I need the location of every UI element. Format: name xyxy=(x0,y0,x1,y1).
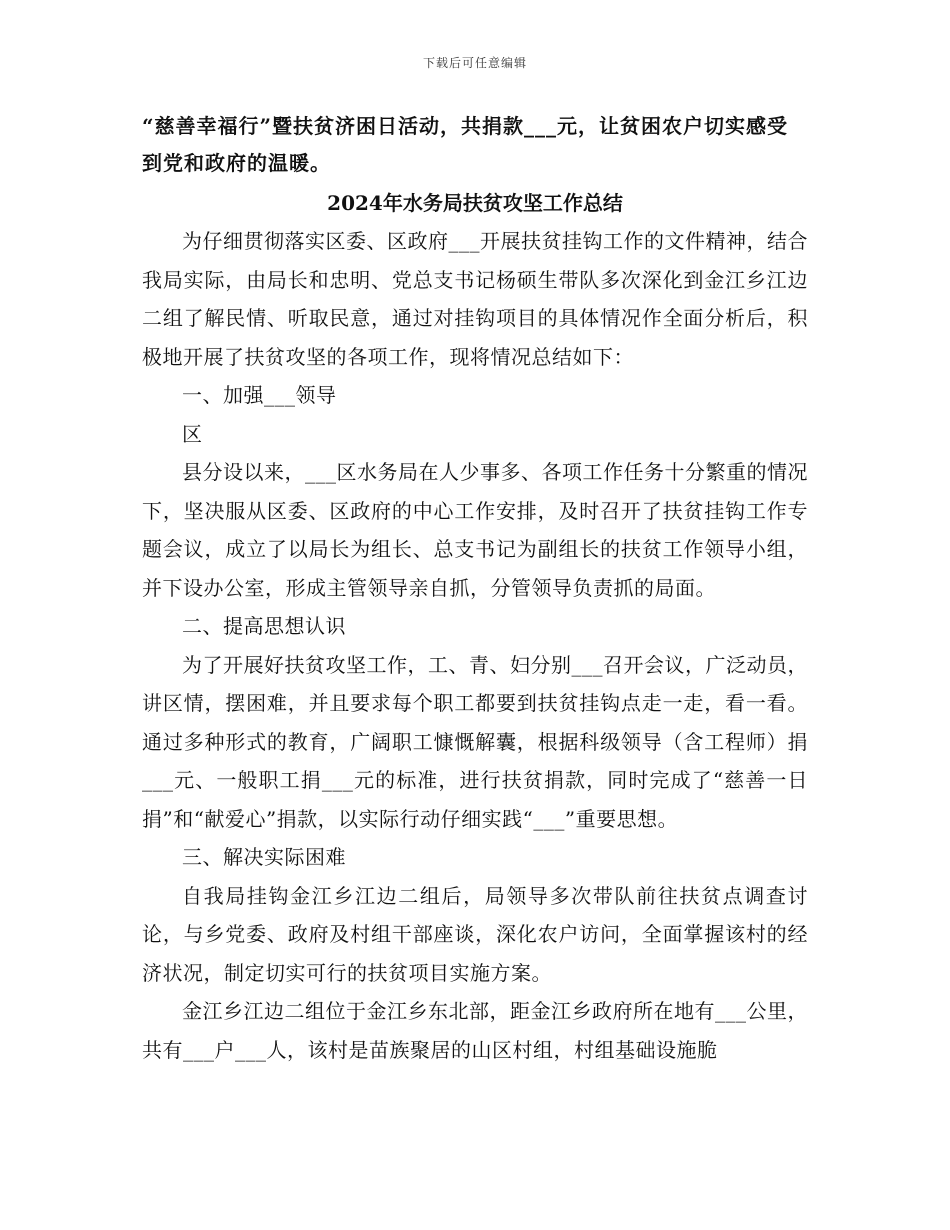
section-3-paragraph-2: 金江乡江边二组位于金江乡东北部，距金江乡政府所在地有___公里，共有___户___人，该村是苗族聚居的山区村组，村组基础设施脆 xyxy=(142,999,808,1062)
intro-paragraph: 为仔细贯彻落实区委、区政府___开展扶贫挂钩工作的文件精神，结合我局实际，由局长和忠明、党总支书记杨硕生带队多次深化到金江乡江边二组了解民情、听取民意，通过对挂钩项目的具体情况作全面分析后，积极地开展了扶贫攻坚的各项工作，现将情况总结如下： xyxy=(142,229,808,369)
document-title: 2024年水务局扶贫攻坚工作总结 xyxy=(327,191,623,215)
page-header-note: 下载后可任意编辑 xyxy=(422,56,527,70)
single-char-line: 区 xyxy=(182,421,202,446)
document-body xyxy=(142,108,808,1069)
lead-paragraph: “慈善幸福行”暨扶贫济困日活动，共捐款___元，让贫困农户切实感受到党和政府的温暖。 xyxy=(142,114,789,175)
section-heading-1: 一、加强___领导 xyxy=(182,383,337,407)
section-1-paragraph: 县分设以来，___区水务局在人少事多、各项工作任务十分繁重的情况下，坚决服从区委、区政府的中心工作安排，及时召开了扶贫挂钩工作专题会议，成立了以局长为组长、总支书记为副组长的扶贫工作领导小组，并下设办公室，形成主管领导亲自抓，分管领导负责抓的局面。 xyxy=(142,460,808,600)
section-3-paragraph-1: 自我局挂钩金江乡江边二组后，局领导多次带队前往扶贫点调查讨论，与乡党委、政府及村组干部座谈，深化农户访问，全面掌握该村的经济状况，制定切实可行的扶贫项目实施方案。 xyxy=(142,883,808,985)
section-2-paragraph: 为了开展好扶贫攻坚工作，工、青、妇分别___召开会议，广泛动员，讲区情，摆困难，并且要求每个职工都要到扶贫挂钩点走一走，看一看。通过多种形式的教育，广阔职工慷慨解囊，根据科级领导（含工程师）捐___元、一般职工捐___元的标准，进行扶贫捐款，同时完成了“慈善一日捐”和“献爱心”捐款，以实际行动仔细实践“___”重要思想。 xyxy=(142,652,808,831)
section-heading-3: 三、解决实际困难 xyxy=(182,845,346,869)
section-heading-2: 二、提高思想认识 xyxy=(182,614,346,638)
